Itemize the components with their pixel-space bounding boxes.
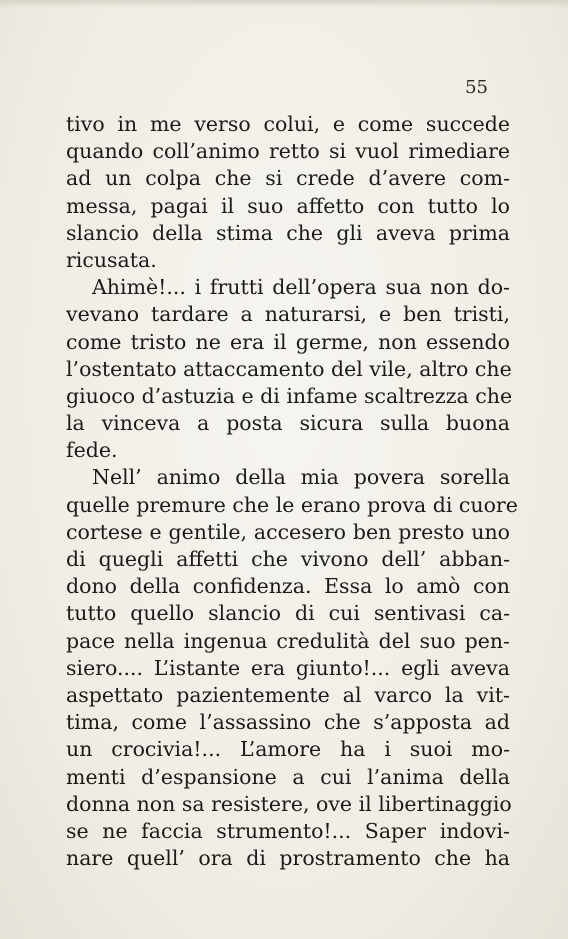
text-line: se ne faccia strumento!... Saper indovi- bbox=[66, 818, 510, 843]
text-line: tutto quello slancio di cui sentivasi ca- bbox=[66, 601, 510, 626]
text-line: fede. bbox=[66, 438, 118, 463]
body-text bbox=[66, 111, 518, 872]
text-line: un crocivia!... L’amore ha i suoi mo- bbox=[66, 737, 510, 762]
text-line: la vinceva a posta sicura sulla buona bbox=[66, 411, 510, 436]
text-line: donna non sa resistere, ove il libertinaggio bbox=[66, 791, 512, 816]
text-line: l’ostentato attaccamento del vile, altro che bbox=[66, 356, 512, 381]
text-line: tivo in me verso colui, e come succede bbox=[66, 112, 510, 136]
text-line: dono della confidenza. Essa lo amò con bbox=[66, 574, 510, 599]
text-line: ricusata. bbox=[66, 247, 157, 272]
text-line: tima, come l’assassino che s’apposta ad bbox=[66, 710, 510, 735]
text-line: nare quell’ ora di prostramento che ha bbox=[66, 846, 510, 871]
text-line: ad un colpa che si crede d’avere com- bbox=[66, 166, 510, 191]
text-line: pace nella ingenua credulità del suo pen- bbox=[66, 628, 510, 653]
text-line: giuoco d’astuzia e di infame scaltrezza che bbox=[66, 383, 513, 408]
text-line: come tristo ne era il germe, non essendo bbox=[66, 329, 510, 354]
text-line: quelle premure che le erano prova di cuore bbox=[66, 492, 518, 517]
text-line: Nell’ animo della mia povera sorella bbox=[92, 465, 510, 490]
text-line: vevano tardare a naturarsi, e ben tristi, bbox=[66, 302, 510, 327]
text-line: di quegli affetti che vivono dell’ abban- bbox=[66, 547, 510, 571]
page-edge bbox=[0, 0, 568, 8]
text-line: aspettato pazientemente al varco la vit- bbox=[66, 682, 510, 707]
page-number: 55 bbox=[465, 77, 488, 98]
text-line: messa, pagai il suo affetto con tutto lo bbox=[66, 193, 510, 218]
text-line: cortese e gentile, accesero ben presto uno bbox=[66, 519, 510, 544]
text-line: menti d’espansione a cui l’anima della bbox=[66, 764, 510, 789]
text-line: slancio della stima che gli aveva prima bbox=[66, 220, 510, 245]
text-line: Ahimè!... i frutti dell’opera sua non do- bbox=[92, 275, 510, 300]
text-line: siero.... L’istante era giunto!... egli aveva bbox=[66, 655, 510, 680]
text-line: quando coll’animo retto si vuol rimediare bbox=[66, 139, 510, 164]
